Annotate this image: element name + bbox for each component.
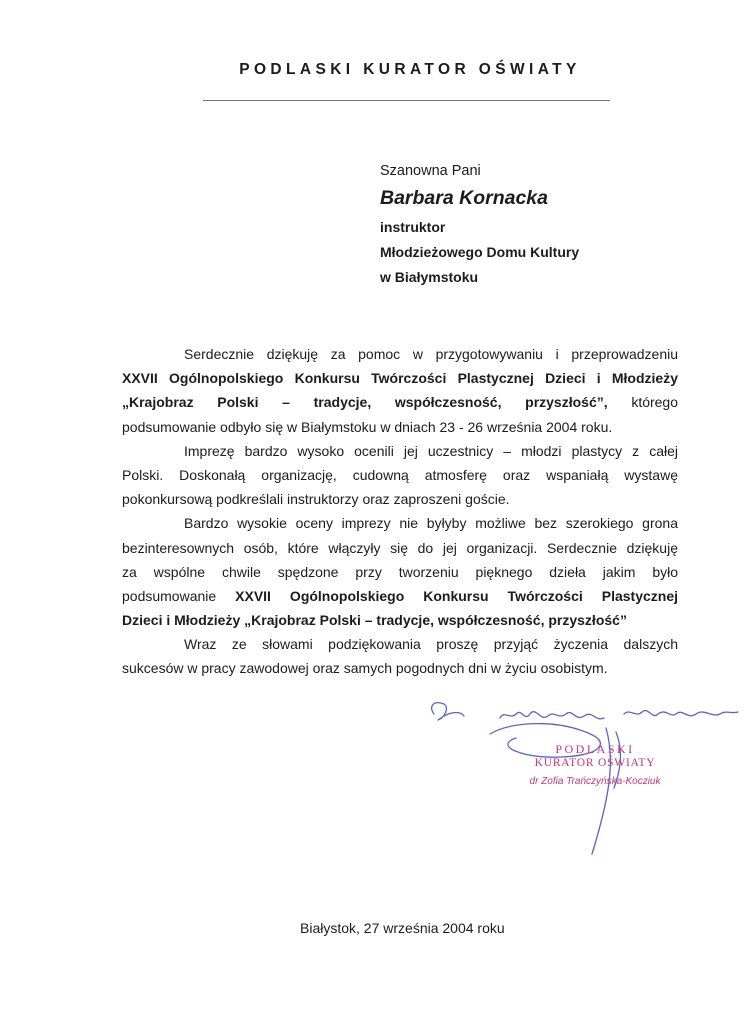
text-line: pokonkursową podkreślali instruktorzy oraz zaproszeni goście. [122,491,510,508]
paragraph-1 [122,342,678,439]
text-line: Bardzo wysokie oceny imprezy nie byłyby możliwe bez szerokiego grona [184,515,678,532]
addressee-city: w Białymstoku [380,269,479,285]
text-line: za wspólne chwile spędzone przy tworzeniu pięknego dzieła jakim było [122,563,678,580]
handwriting-stroke [500,712,604,719]
text-line: Imprezę bardzo wysoko ocenili jej uczestnicy – młodzi plastycy z całej [184,442,678,459]
contest-name: XXVII Ogólnopolskiego Konkursu Twórczości Plastycznej [235,587,679,604]
text-line: Polski. Doskonałą organizację, cudowną atmosferę oraz wspaniałą wystawę [122,466,678,483]
paragraph-2 [122,439,678,512]
handwriting-stroke [624,710,738,715]
paragraph-4 [122,632,678,680]
text-line: podsumowanie odbyło się w Białymstoku w dniach 23 - 26 września 2004 roku. [122,418,613,435]
text-fragment: podsumowanie [122,587,217,604]
text-line [122,608,678,632]
text-line: Wraz ze słowami podziękowania proszę przyjąć życzenia dalszych [184,636,678,653]
text-line: Serdecznie dziękuję za pomoc w przygotowywaniu i przeprowadzeniu [184,346,678,362]
stamp-signatory: dr Zofia Trańczyńska-Kocziuk [529,776,661,787]
text-line [122,390,678,414]
contest-title: „Krajobraz Polski – tradycje, współczesność, przyszłość”, [122,394,608,411]
addressee-position: instruktor [380,219,446,235]
letterhead-title: PODLASKI KURATOR OŚWIATY [239,61,581,78]
addressee-institution: Młodzieżowego Domu Kultury [380,244,580,260]
text-line [122,584,678,608]
stamp-line-2: KURATOR OŚWIATY [534,757,656,769]
contest-name: XXVII Ogólnopolskiego Konkursu Twórczości Plastycznej Dzieci i Młodzieży [122,370,678,387]
text-line [122,366,678,390]
letterhead-rule [203,100,610,101]
addressee-block [380,160,579,292]
official-stamp [520,742,670,788]
text-line: sukcesów w pracy zawodowej oraz samych pogodnych dni w życiu osobistym. [122,660,608,677]
addressee-greeting: Szanowna Pani [380,163,481,179]
signature-area [420,692,740,862]
text-fragment: którego [631,394,679,411]
text-line: bezinteresownych osób, które włączyły się do jej organizacji. Serdecznie dziękuję [122,539,678,556]
stamp-line-1: PODLASKI [555,742,635,756]
contest-title: Dzieci i Młodzieży „Krajobraz Polski – tradycje, współczesność, przyszłość” [122,612,627,629]
handwriting-stroke [432,703,464,720]
paragraph-3 [122,511,678,632]
addressee-name: Barbara Kornacka [380,187,548,209]
dateline: Białystok, 27 września 2004 roku [300,920,505,936]
letter-body [122,342,678,681]
